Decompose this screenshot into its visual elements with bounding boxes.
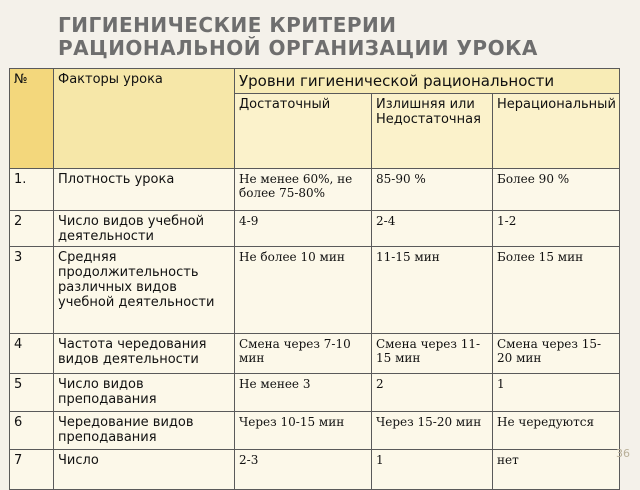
row-sufficient: Не более 10 мин (235, 247, 372, 334)
row-excessive: Через 15-20 мин (372, 412, 493, 450)
row-irrational: нет (493, 450, 620, 490)
row-number: 5 (10, 374, 54, 412)
row-number: 1. (10, 169, 54, 211)
row-sufficient: Не менее 3 (235, 374, 372, 412)
row-irrational: 1 (493, 374, 620, 412)
row-factor: Частота чередования видов деятельности (54, 334, 235, 374)
row-sufficient: 4-9 (235, 211, 372, 247)
table-row (10, 412, 620, 450)
row-number: 2 (10, 211, 54, 247)
row-factor: Число видов учебной деятельности (54, 211, 235, 247)
row-factor: Чередование видов преподавания (54, 412, 235, 450)
row-irrational: Более 15 мин (493, 247, 620, 334)
row-number: 6 (10, 412, 54, 450)
header-factors: Факторы урока (54, 69, 235, 169)
table-row (10, 169, 620, 211)
row-irrational: Не чередуются (493, 412, 620, 450)
table-row (10, 334, 620, 374)
row-excessive: 1 (372, 450, 493, 490)
table-row (10, 450, 620, 490)
header-sufficient: Достаточный (235, 94, 372, 169)
header-excessive: Излишняя или Недостаточная (372, 94, 493, 169)
row-sufficient: Не менее 60%, не более 75-80% (235, 169, 372, 211)
row-sufficient: Через 10-15 мин (235, 412, 372, 450)
page-number: 36 (616, 447, 630, 460)
row-factor: Плотность урока (54, 169, 235, 211)
header-levels: Уровни гигиенической рациональности (235, 69, 620, 94)
row-excessive: 2-4 (372, 211, 493, 247)
hygiene-criteria-table (9, 68, 620, 490)
header-irrational: Нерациональный (493, 94, 620, 169)
row-factor: Число видов преподавания (54, 374, 235, 412)
row-excessive: 85-90 % (372, 169, 493, 211)
table-row (10, 211, 620, 247)
row-excessive: 11-15 мин (372, 247, 493, 334)
row-irrational: 1-2 (493, 211, 620, 247)
header-number: № (10, 69, 54, 169)
row-sufficient: Смена через 7-10 мин (235, 334, 372, 374)
row-number: 3 (10, 247, 54, 334)
row-excessive: Смена через 11-15 мин (372, 334, 493, 374)
table-row (10, 374, 620, 412)
row-number: 4 (10, 334, 54, 374)
table-row (10, 247, 620, 334)
row-excessive: 2 (372, 374, 493, 412)
row-irrational: Смена через 15-20 мин (493, 334, 620, 374)
row-irrational: Более 90 % (493, 169, 620, 211)
row-sufficient: 2-3 (235, 450, 372, 490)
slide-title-line-2: РАЦИОНАЛЬНОЙ ОРГАНИЗАЦИИ УРОКА (58, 36, 538, 60)
slide-title (58, 14, 618, 60)
row-factor: Число (54, 450, 235, 490)
row-number: 7 (10, 450, 54, 490)
row-factor: Средняя продолжительность различных видов учебной деятельности (54, 247, 235, 334)
slide-title-line-1: ГИГИЕНИЧЕСКИЕ КРИТЕРИИ (58, 13, 397, 37)
